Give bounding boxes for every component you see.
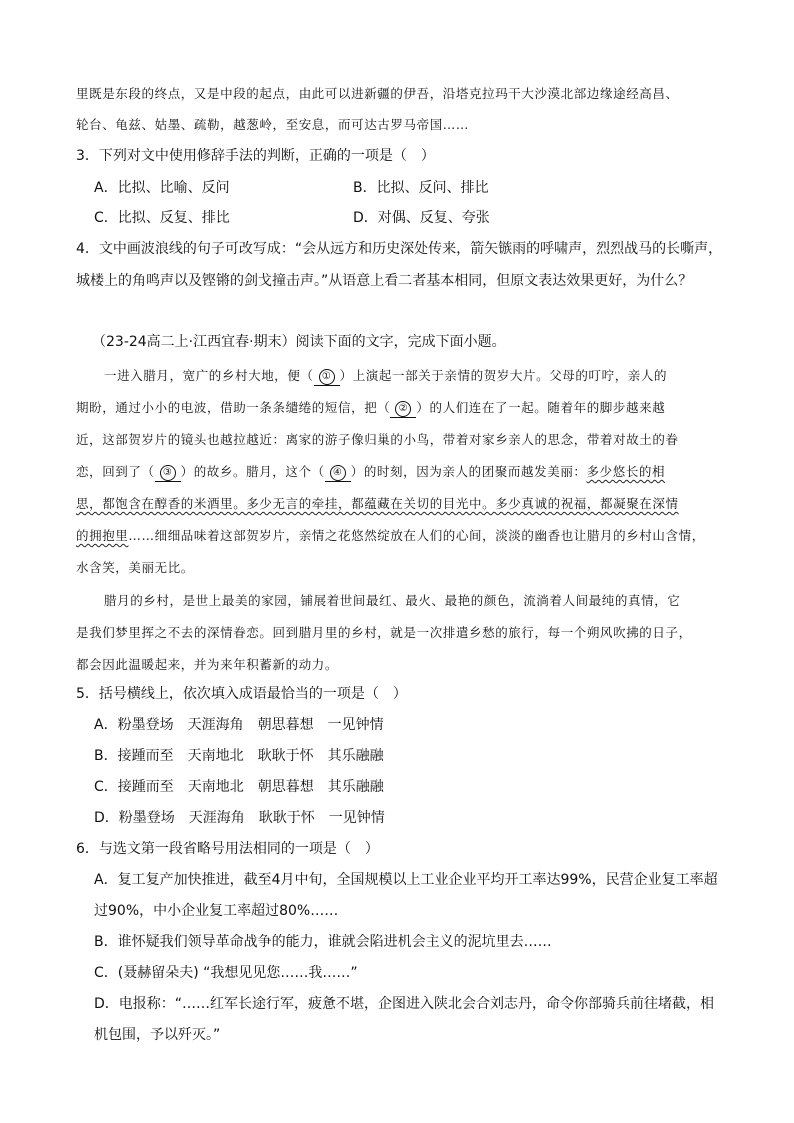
paragraph-line: 都会因此温暖起来，并为来年积蓄新的动力。 bbox=[76, 657, 339, 672]
q5-option-a: A．粉墨登场 天涯海角 朝思暮想 一见钟情 bbox=[94, 717, 384, 733]
section-intro: （23-24高二上·江西宜春·期末）阅读下面的文字，完成下面小题。 bbox=[92, 334, 506, 350]
q6-option-b: B．谁怀疑我们领导革命战争的能力，谁就会陷进机会主义的泥坑里去…… bbox=[94, 934, 552, 950]
paragraph-line: 恋，回到了（ ③ ）的故乡。腊月，这个（ ④ ）的时刻，因为亲人的团聚而越发美丽：多少悠长的相 bbox=[76, 462, 665, 482]
q3-option-a: A．比拟、比喻、反问 bbox=[94, 180, 230, 196]
paragraph-line bbox=[76, 494, 679, 512]
wavy-underline-text: 的拥抱里 bbox=[76, 528, 129, 543]
paragraph-line: 近，这部贺岁片的镜头也越拉越近：离家的游子像归巢的小鸟，带着对家乡亲人的思念，带着对故土的眷 bbox=[76, 432, 679, 447]
q6-option-a: A．复工复产加快推进，截至4月中旬，全国规模以上工业企业平均开工率达99%，民营企业复工率超 bbox=[94, 872, 718, 888]
paragraph-line: 腊月的乡村，是世上最美的家园，铺展着世间最红、最火、最艳的颜色，流淌着人间最纯的真情，它 bbox=[104, 593, 681, 608]
q6-option-d-cont: 机包围，予以歼灭。” bbox=[94, 1027, 221, 1043]
wavy-underline-text: 思，都饱含在醇香的米酒里。多少无言的牵挂，都蕴藏在关切的目光中。多少真诚的祝福，都凝聚在深情 bbox=[76, 496, 679, 511]
q6-option-d: D．电报称：“……红军长途行军，疲惫不堪，企图进入陕北会合刘志丹，命令你部骑兵前往堵截，相 bbox=[94, 996, 715, 1012]
passage-line: 里既是东段的终点，又是中段的起点，由此可以进新疆的伊吾，沿塔克拉玛干大沙漠北部边缘途经高昌、 bbox=[76, 86, 679, 101]
blank-3: ③ bbox=[155, 465, 181, 482]
q6-option-c: C．(聂赫留朵夫) “我想见见您……我……” bbox=[94, 965, 358, 981]
paragraph-line: 是我们梦里挥之不去的深情眷恋。回到腊月里的乡村，就是一次排遣乡愁的旅行，每一个朔风吹拂的日子， bbox=[76, 625, 692, 640]
question-6-stem: 6．与选文第一段省略号用法相同的一项是（ ） bbox=[76, 841, 379, 857]
blank-2: ② bbox=[390, 401, 416, 418]
blank-4: ④ bbox=[325, 465, 351, 482]
paragraph-line: 期盼，通过小小的电波，借助一条条缱绻的短信，把（ ② ）的人们连在了一起。随着年的脚步越来越 bbox=[76, 398, 665, 418]
q5-option-d: D．粉墨登场 天涯海角 耿耿于怀 一见钟情 bbox=[94, 810, 385, 826]
q3-option-c: C．比拟、反复、排比 bbox=[94, 210, 230, 226]
passage-line: 轮台、龟兹、姑墨、疏勒，越葱岭，至安息，而可达古罗马帝国…… bbox=[76, 117, 470, 132]
paragraph-line: 水含笑，美丽无比。 bbox=[76, 560, 194, 575]
question-4-line: 城楼上的角鸣声以及铿锵的剑戈撞击声。”从语意上看二者基本相同，但原文表达效果更好，为什么？ bbox=[76, 273, 693, 289]
q6-option-a-cont: 过90%，中小企业复工率超过80%…… bbox=[94, 903, 339, 919]
paragraph-line: 的拥抱里……细细品味着这部贺岁片，亲情之花悠然绽放在人们的心间，淡淡的幽香也让腊月的乡村山含情， bbox=[76, 528, 705, 543]
q5-option-b: B．接踵而至 天南地北 耿耿于怀 其乐融融 bbox=[94, 748, 384, 764]
blank-1: ① bbox=[314, 369, 340, 386]
question-5-stem: 5．括号横线上，依次填入成语最恰当的一项是（ ） bbox=[76, 686, 407, 702]
q5-option-c: C．接踵而至 天南地北 朝思暮想 其乐融融 bbox=[94, 779, 384, 795]
question-4-line: 4．文中画波浪线的句子可改写成：“会从远方和历史深处传来，箭矢镞雨的呼啸声，烈烈战马的长嘶声， bbox=[76, 241, 723, 257]
question-3-stem: 3．下列对文中使用修辞手法的判断，正确的一项是（ ） bbox=[76, 148, 435, 164]
q3-option-b: B．比拟、反问、排比 bbox=[353, 180, 489, 196]
wavy-underline-text: 多少悠长的相 bbox=[586, 464, 666, 479]
q3-option-d: D．对偶、反复、夸张 bbox=[353, 210, 490, 226]
paragraph-line: 一进入腊月，宽广的乡村大地，便（ ① ）上演起一部关于亲情的贺岁大片。父母的叮咛，亲人的 bbox=[104, 366, 667, 386]
